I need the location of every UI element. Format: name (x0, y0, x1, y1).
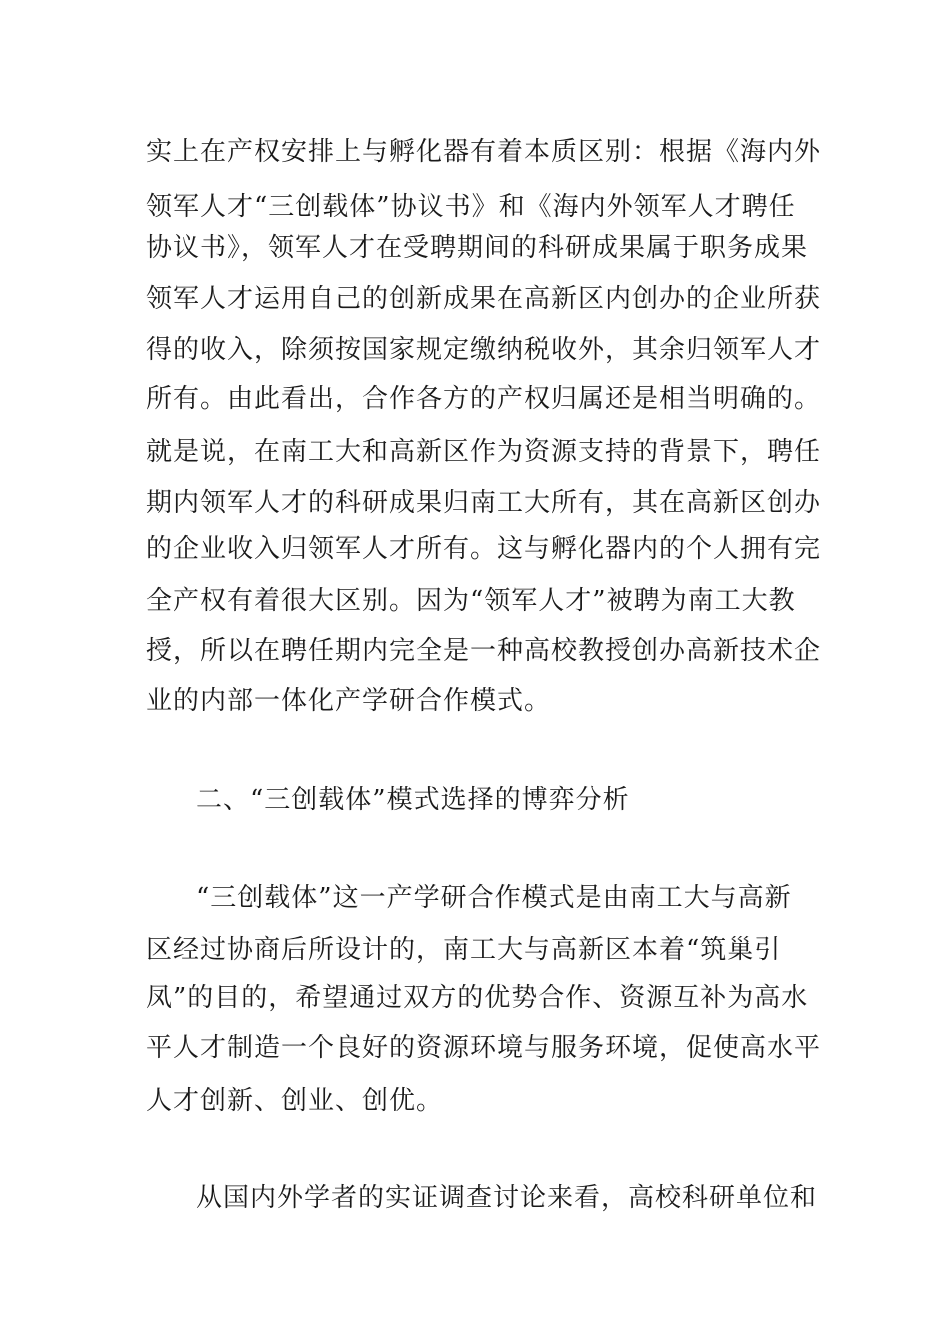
text-line: 全产权有着很大区别。因为“领军人才”被聘为南工大教 (146, 586, 796, 616)
text-line: 得的收入，除须按国家规定缴纳税收外，其余归领军人才 (146, 335, 822, 365)
section-heading: 二、“三创载体”模式选择的博弈分析 (196, 785, 630, 815)
text-line: 领军人才运用自己的创新成果在高新区内创办的企业所获 (146, 284, 822, 314)
text-line: “三创载体”这一产学研合作模式是由南工大与高新 (196, 883, 792, 913)
text-line: 授，所以在聘任期内完全是一种高校教授创办高新技术企 (146, 636, 822, 666)
text-line: 从国内外学者的实证调查讨论来看，高校科研单位和 (196, 1183, 818, 1213)
text-line: 区经过协商后所设计的，南工大与高新区本着“筑巢引 (146, 935, 782, 965)
text-line: 业的内部一体化产学研合作模式。 (146, 686, 552, 716)
text-line: 的企业收入归领军人才所有。这与孵化器内的个人拥有完 (146, 534, 822, 564)
text-line: 平人才制造一个良好的资源环境与服务环境，促使高水平 (146, 1033, 822, 1063)
text-line: 凤”的目的，希望通过双方的优势合作、资源互补为高水 (146, 983, 809, 1013)
text-line: 实上在产权安排上与孵化器有着本质区别：根据《海内外 (146, 137, 822, 167)
text-line: 所有。由此看出，合作各方的产权归属还是相当明确的。 (146, 384, 822, 414)
text-line: 就是说，在南工大和高新区作为资源支持的背景下，聘任 (146, 437, 822, 467)
text-line: 期内领军人才的科研成果归南工大所有，其在高新区创办 (146, 488, 822, 518)
text-line: 协议书》，领军人才在受聘期间的科研成果属于职务成果 (146, 233, 809, 263)
text-line: 人才创新、创业、创优。 (146, 1086, 444, 1116)
text-line: 领军人才“三创载体”协议书》和《海内外领军人才聘任 (146, 192, 796, 222)
